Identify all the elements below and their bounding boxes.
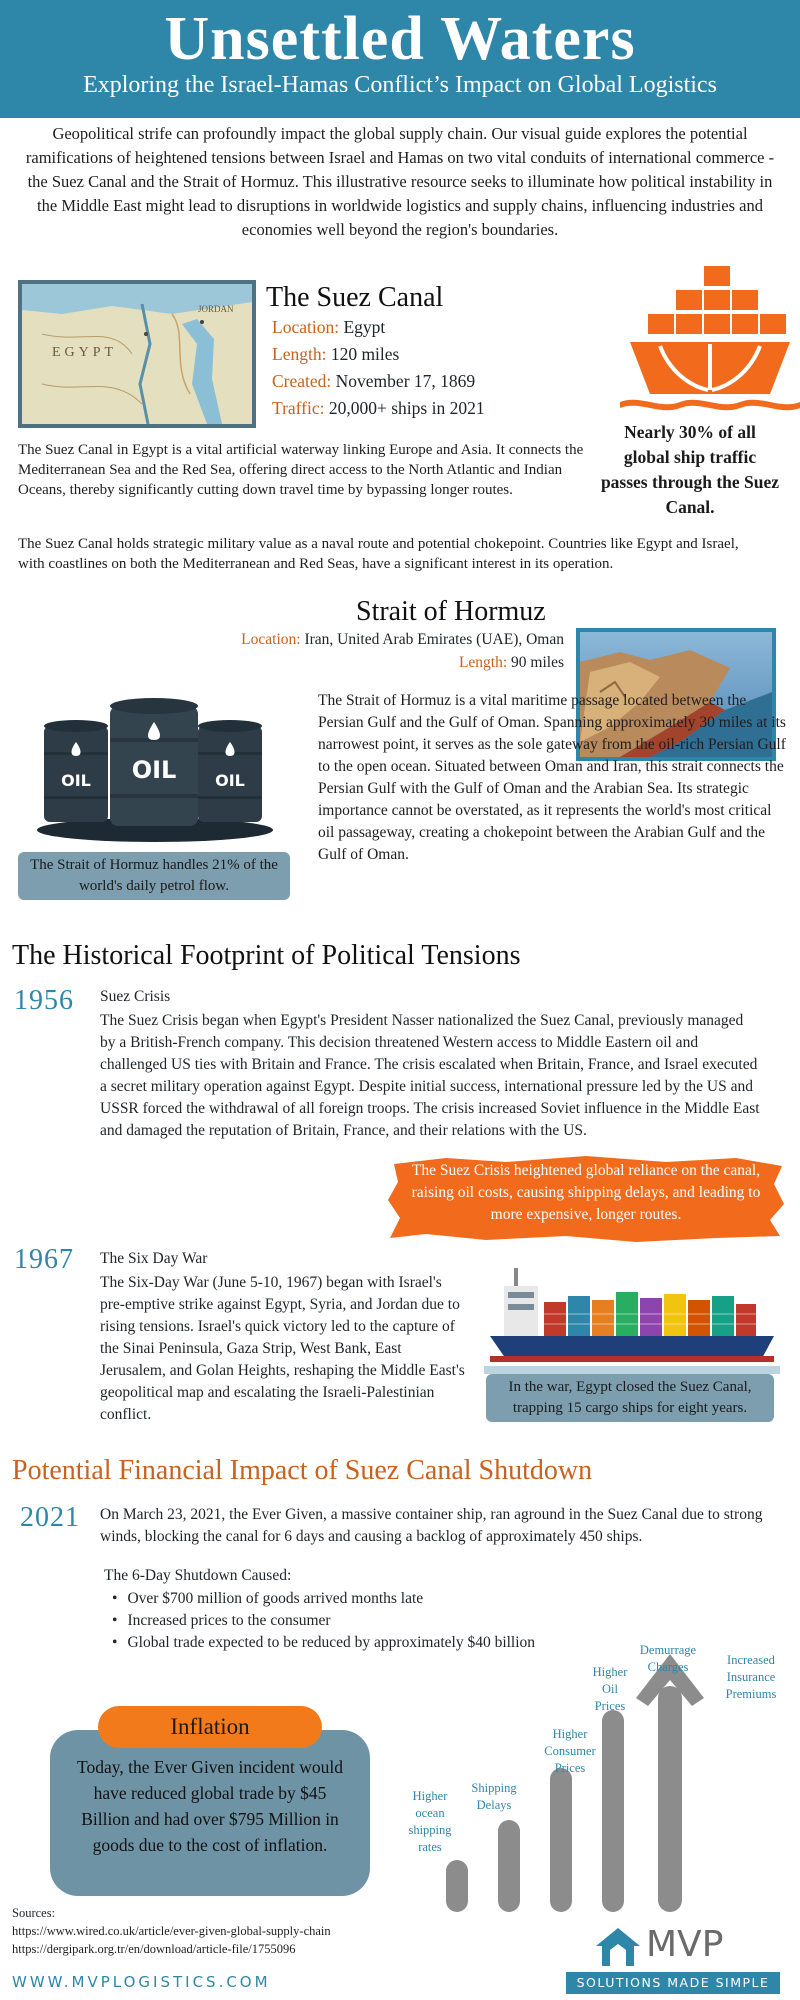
fact-label: Traffic:	[272, 398, 325, 418]
footer-website-link[interactable]: WWW.MVPLOGISTICS.COM	[12, 1973, 271, 1991]
growth-bar	[446, 1860, 468, 1912]
map-label-jordan: JORDAN	[198, 304, 234, 314]
fact-value: Egypt	[343, 317, 386, 337]
six-day-war-text: The Six-Day War (June 5-10, 1967) began with Israel's pre-emptive strike against Egypt, Syria, and Jordan due to rising tensions. Israel's quick victory led to the capture of the Sinai Peninsula, Gaza Strip, West Bank, East Jerusalem, and Golan Heights, reshaping the Middle East's geopolitical map and escalating the Israeli-Palestinian conflict.	[100, 1274, 465, 1423]
cost-growth-graphic	[400, 1640, 795, 1915]
history-section-title: The Historical Footprint of Political Tensions	[12, 940, 521, 971]
fact-value: 120 miles	[330, 344, 400, 364]
shutdown-list-title: The 6-Day Shutdown Caused:	[104, 1567, 292, 1584]
fact-label: Length:	[272, 344, 327, 364]
fact-label: Length:	[458, 654, 508, 671]
growth-label: Increased Insurance Premiums	[725, 1653, 777, 1701]
growth-label: Demurrage Charges	[639, 1643, 697, 1674]
ever-given-text: On March 23, 2021, the Ever Given, a massive container ship, ran aground in the Suez Canal due to strong winds, blocking the canal for 6 days and causing a backlog of approximately 450 ships.	[100, 1506, 763, 1545]
hormuz-paragraph: The Strait of Hormuz is a vital maritime passage located between the Persian Gulf and the Gulf of Oman. Spanning approximately 30 miles at its narrowest point, it serves as the sole gateway from the oil-rich Persian Gulf to the open ocean. Situated between Oman and Iran, this strait connects the Persian Gulf with the Gulf of Oman and the Arabian Sea. Its strategic importance cannot be overstated, as it represents the world's most critical oil passageway, creating a chokepoint between the Arabian Gulf and the Gulf of Oman.	[318, 692, 786, 863]
oil-barrels-icon	[30, 692, 280, 842]
inflation-title: Inflation	[98, 1706, 322, 1748]
brand-tagline: SOLUTIONS MADE SIMPLE	[566, 1972, 780, 1994]
suez-fact-location	[272, 314, 485, 341]
barrel-label-right: OIL	[215, 771, 245, 790]
fact-value: November 17, 1869	[335, 371, 476, 391]
hormuz-petrol-stat: The Strait of Hormuz handles 21% of the world's daily petrol flow.	[18, 852, 290, 900]
growth-label: Higher Oil Prices	[592, 1665, 628, 1713]
growth-label: Higher ocean shipping rates	[408, 1789, 452, 1854]
suez-map-image	[18, 280, 256, 428]
sources-label: Sources:	[12, 1906, 56, 1920]
hormuz-length	[200, 654, 564, 672]
fact-value: 90 miles	[511, 654, 564, 671]
suez-paragraph-geography: The Suez Canal in Egypt is a vital artificial waterway linking Europe and Asia. It connects the Mediterranean Sea and the Red Sea, offering direct access to the North Atlantic and Indian Oceans, thereby significantly cutting down travel time by bypassing longer routes.	[18, 442, 584, 498]
year-2021: 2021	[20, 1502, 80, 1533]
barrel-label-center: OIL	[131, 756, 177, 784]
suez-crisis-text: The Suez Crisis began when Egypt's President Nasser nationalized the Suez Canal, previously managed by a British-French company. This decision threatened Western access to Middle Eastern oil and challenged US ties with Britain and France. The crisis escalated when Britain, France, and Israel executed a secret military operation against Egypt. Despite initial success, international pressure led by the US and USSR forced the withdrawal of all foreign troops. The crisis increased Soviet influence in the Middle East and damaged the reputation of Britain, France, and their relations with the US.	[100, 1012, 760, 1139]
mvp-brand-name: MVP	[646, 1924, 724, 1965]
source-link[interactable]: https://www.wired.co.uk/article/ever-given-global-supply-chain	[12, 1924, 331, 1938]
suez-fact-created	[272, 368, 485, 395]
growth-label: Higher Consumer Prices	[544, 1727, 596, 1775]
suez-crisis-title: Suez Crisis	[100, 988, 171, 1005]
year-1967: 1967	[14, 1244, 74, 1275]
fact-label: Location:	[272, 317, 340, 337]
container-ship-image	[484, 1262, 780, 1374]
growth-bar	[498, 1820, 520, 1912]
suez-fact-traffic	[272, 395, 485, 422]
suez-crisis-note: The Suez Crisis heightened global reliance on the canal, raising oil costs, causing shipping delays, and leading to more expensive, longer routes.	[411, 1162, 761, 1223]
list-item: • Increased prices to the consumer	[112, 1610, 535, 1632]
six-day-war-title: The Six Day War	[100, 1250, 208, 1267]
inflation-text: Today, the Ever Given incident would have reduced global trade by $45 Billion and had over $795 Million in goods due to the cost of inflation.	[77, 1757, 343, 1855]
hormuz-location	[200, 631, 564, 649]
growth-label: Shipping Delays	[471, 1781, 517, 1812]
source-link[interactable]: https://dergipark.org.tr/en/download/article-file/1755096	[12, 1942, 296, 1956]
page-subtitle: Exploring the Israel-Hamas Conflict’s Impact on Global Logistics	[83, 72, 717, 98]
growth-bar	[550, 1768, 572, 1912]
six-day-war-note: In the war, Egypt closed the Suez Canal, trapping 15 cargo ships for eight years.	[486, 1374, 774, 1422]
page-title: Unsettled Waters	[164, 5, 636, 73]
cargo-ship-icon	[620, 262, 800, 412]
map-label-egypt: EGYPT	[52, 345, 118, 360]
list-item: • Global trade expected to be reduced by approximately $40 billion	[112, 1632, 535, 1654]
fact-value: 20,000+ ships in 2021	[328, 398, 485, 418]
list-item: • Over $700 million of goods arrived months late	[112, 1588, 535, 1610]
fact-label: Location:	[241, 631, 301, 648]
barrel-label-left: OIL	[61, 771, 91, 790]
growth-arrow-shaft	[658, 1686, 682, 1912]
suez-facts	[272, 314, 485, 422]
hormuz-section-title: Strait of Hormuz	[356, 596, 546, 627]
suez-section-title: The Suez Canal	[266, 282, 444, 313]
suez-fact-length	[272, 341, 485, 368]
suez-traffic-stat: Nearly 30% of all global ship traffic passes through the Suez Canal.	[600, 422, 780, 517]
fact-label: Created:	[272, 371, 332, 391]
year-1956: 1956	[14, 985, 74, 1016]
fact-value: Iran, United Arab Emirates (UAE), Oman	[304, 631, 564, 648]
suez-paragraph-military: The Suez Canal holds strategic military value as a naval route and potential chokepoint. Countries like Egypt and Israel, with coastlines on both the Mediterranean and Red Seas, have a significant interest in its operation.	[18, 536, 739, 572]
finance-section-title: Potential Financial Impact of Suez Canal Shutdown	[12, 1455, 593, 1486]
intro-paragraph: Geopolitical strife can profoundly impact the global supply chain. Our visual guide explores the potential ramifications of heightened tensions between Israel and Hamas on two vital conduits of international commerce - the Suez Canal and the Strait of Hormuz. This illustrative resource seeks to illuminate how political instability in the Middle East might lead to disruptions in worldwide logistics and supply chains, influencing industries and economies well beyond the region's boundaries.	[25, 124, 775, 239]
